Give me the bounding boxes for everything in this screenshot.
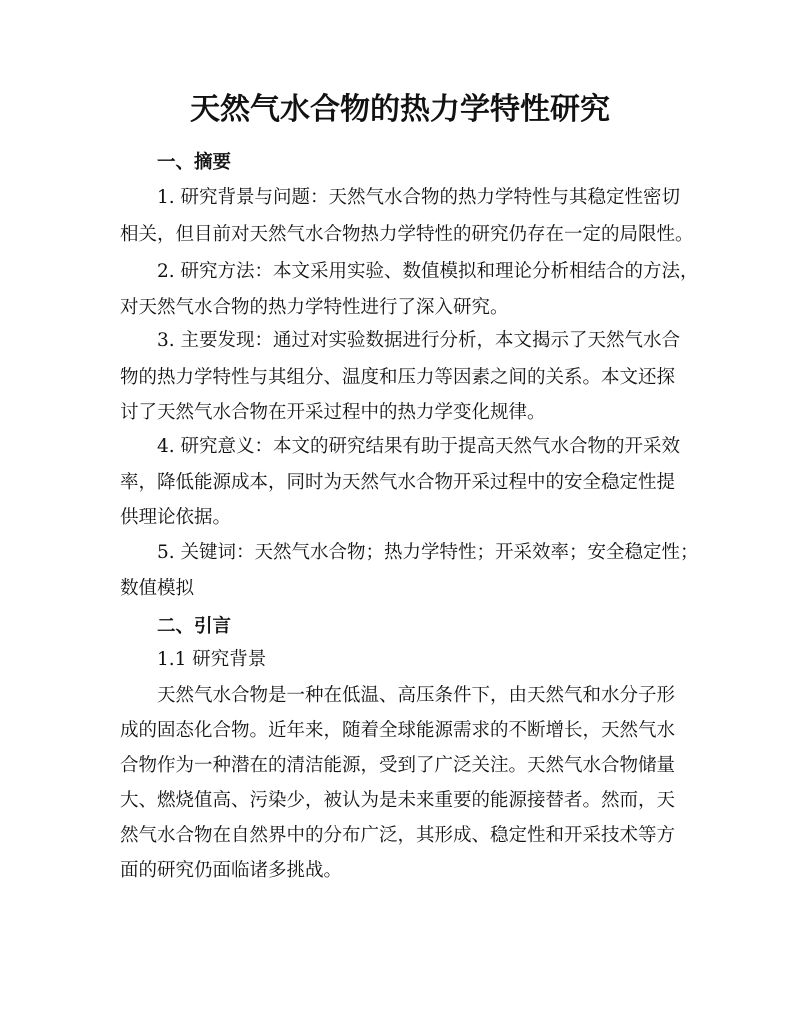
section-heading-introduction: 二、引言: [157, 616, 232, 637]
introduction-line: 然气水合物在自然界中的分布广泛，其形成、稳定性和开采技术等方: [120, 825, 676, 846]
abstract-line: 4. 研究意义：本文的研究结果有助于提高天然气水合物的开采效: [157, 436, 681, 457]
abstract-line: 5. 关键词：天然气水合物；热力学特性；开采效率；安全稳定性；: [157, 542, 699, 563]
abstract-line: 相关，但目前对天然气水合物热力学特性的研究仍存在一定的局限性。: [120, 224, 694, 245]
abstract-line: 物的热力学特性与其组分、温度和压力等因素之间的关系。本文还探: [120, 367, 676, 388]
abstract-line: 3. 主要发现：通过对实验数据进行分析，本文揭示了天然气水合: [157, 330, 681, 351]
abstract-line: 2. 研究方法：本文采用实验、数值模拟和理论分析相结合的方法，: [157, 261, 699, 282]
document-title: 天然气水合物的热力学特性研究: [190, 92, 610, 127]
abstract-line: 数值模拟: [120, 578, 195, 599]
abstract-line: 供理论依据。: [120, 507, 232, 528]
abstract-line: 对天然气水合物的热力学特性进行了深入研究。: [120, 297, 509, 318]
introduction-line: 成的固态化合物。近年来，随着全球能源需求的不断增长，天然气水: [120, 720, 676, 741]
introduction-line: 天然气水合物是一种在低温、高压条件下，由天然气和水分子形: [157, 685, 676, 706]
section-heading-abstract: 一、摘要: [157, 152, 232, 173]
abstract-line: 1. 研究背景与问题：天然气水合物的热力学特性与其稳定性密切: [157, 187, 681, 208]
subsection-heading: 1.1 研究背景: [157, 649, 267, 670]
abstract-line: 率，降低能源成本，同时为天然气水合物开采过程中的安全稳定性提: [120, 472, 676, 493]
abstract-line: 讨了天然气水合物在开采过程中的热力学变化规律。: [120, 402, 546, 423]
introduction-line: 合物作为一种潜在的清洁能源，受到了广泛关注。天然气水合物储量: [120, 755, 676, 776]
introduction-line: 面的研究仍面临诸多挑战。: [120, 860, 343, 881]
introduction-line: 大、燃烧值高、污染少，被认为是未来重要的能源接替者。然而，天: [120, 790, 676, 811]
